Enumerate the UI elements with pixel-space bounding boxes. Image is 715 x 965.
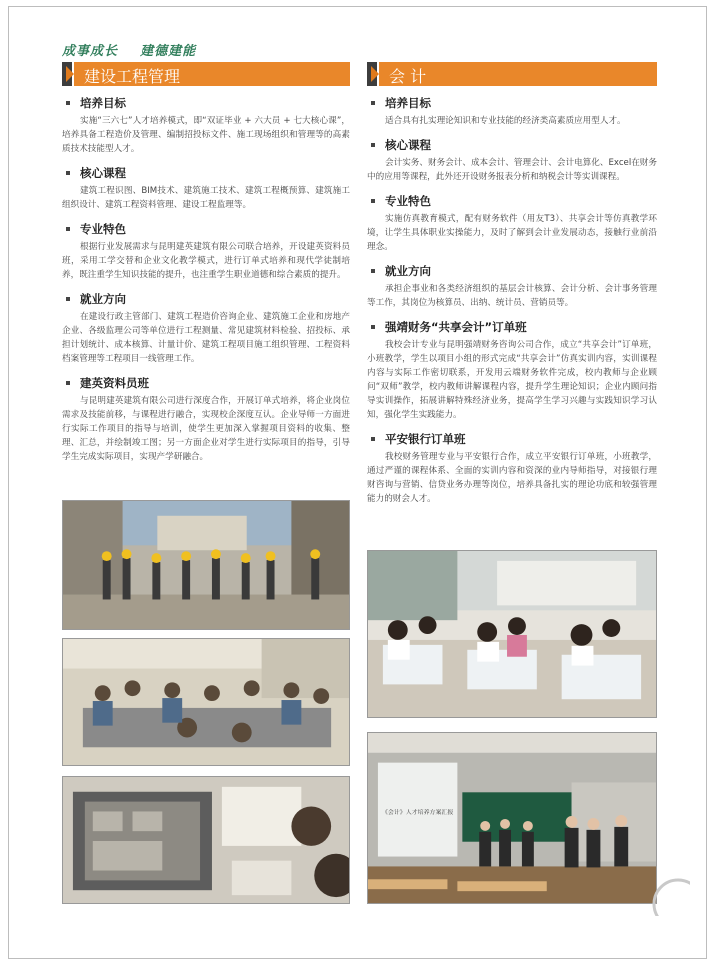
right-header-title: 会 计 [389,67,427,86]
section-title: 核心课程 [80,166,126,180]
projector-caption: 《会计》人才培养方案汇报 [381,809,454,817]
bullet-icon [371,437,375,441]
right-section-goal [367,94,657,128]
section-title: 核心课程 [385,138,431,152]
section-title: 培养目标 [385,96,431,110]
corner-seal-icon [650,876,690,916]
section-title: 就业方向 [80,292,126,306]
photo-presentation [367,732,657,904]
left-section-goal [62,94,350,156]
left-section-class [62,374,350,464]
section-body: 我校财务管理专业与平安银行合作，成立平安银行订单班，小班教学，通过严谨的课程体系、全面的实训内容和资深的业内导师指导，对接银行理财咨询与营销、信贷业务办理等岗位，培养具备扎实的理论功底和较强管理能力的财会人才。 [367,452,657,504]
bullet-icon [371,199,375,203]
bullet-icon [66,381,70,385]
section-title: 平安银行订单班 [385,432,466,446]
left-section-courses [62,164,350,212]
section-body: 承担企事业和各类经济组织的基层会计核算、会计分析、会计事务管理等工作，其岗位为核算员、出纳、统计员、营销员等。 [367,284,657,308]
section-body: 我校会计专业与昆明强靖财务咨询公司合作，成立“共享会计”订单班，小班教学，学生以项目小组的形式完成“共享会计”仿真实训内容，实训课程内容与实际工作密切联系，开发用云端财务软件完成，校内教师与企业顾问“双师”教学，校内教师讲解课程内容，提升学生理论知识；企业内顾问指导实训操作，拓展讲解特殊经济业务，提高学生学习兴趣与实践知识学习认知，强化学生实践能力。 [367,340,657,420]
section-body: 根据行业发展需求与昆明建英建筑有限公司联合培养，开设建英资料员班，采用工学交替和企业文化教学模式，进行订单式培养和现代学徒制培养，既注重学生知识技能的提升，也注重学生职业道德和综合素质的提升。 [62,242,350,280]
section-title: 建英资料员班 [80,376,149,390]
photo-construction-site [62,500,350,630]
left-header-title: 建设工程管理 [84,67,181,86]
right-header-bar [367,62,657,86]
bullet-icon [66,171,70,175]
bullet-icon [371,269,375,273]
photo-workshop-class [62,638,350,766]
bullet-icon [66,101,70,105]
section-body: 与昆明建英建筑有限公司进行深度合作，开展订单式培养，将企业岗位需求及技能前移，与课程进行融合，实现校企深度互认。企业导师一方面进行实际工作项目的指导与培训，使学生更加深入掌握项目资料的收集、整理、汇总，并绘制竣工图；另一方面企业对学生进行实际项目的指导，引导学生完成实际项目，实现产学研融合。 [62,396,350,462]
slogan: 成事成长 建德建能 [62,44,197,59]
bullet-icon [371,143,375,147]
section-title: 就业方向 [385,264,431,278]
section-body: 建筑工程识图、BIM技术、建筑施工技术、建筑工程概预算、建筑施工组织设计、建筑工程资料管理、建设工程监理等。 [62,186,350,210]
section-title: 专业特色 [385,194,431,208]
right-section-courses [367,136,657,184]
bullet-icon [371,325,375,329]
photo-computer-lab [367,550,657,718]
section-body: 实施仿真教育模式，配有财务软件（用友T3）、共享会计等仿真教学环境，让学生具体职业实操能力，及时了解到会计业发展动态，接触行业前沿理念。 [367,214,657,252]
section-title: 培养目标 [80,96,126,110]
header-arrow-icon [371,66,379,82]
bullet-icon [371,101,375,105]
section-body: 会计实务、财务会计、成本会计、管理会计、会计电算化、Excel在财务中的应用等课程，此外还开设财务报表分析和纳税会计等实训课程。 [367,158,657,182]
bullet-icon [66,297,70,301]
right-section-features [367,192,657,254]
left-column [62,62,350,464]
section-body: 实施“三六七”人才培养模式，即“双证毕业 + 六大员 + 七大核心课”，培养具备工程造价及管理、编制招投标文件、施工现场组织和管理等的高素质技术技能型人才。 [62,116,350,154]
section-body: 在建设行政主管部门、建筑工程造价咨询企业、建筑施工企业和房地产企业、各级监理公司等单位进行工程测量、常见建筑材料检验、招投标、承担计划统计、成本核算、计量计价、建筑工程项目施工组织管理、工程资料档案管理等工程项目一线管理工作。 [62,312,350,364]
right-section-pingan [367,430,657,506]
left-section-features [62,220,350,282]
bullet-icon [66,227,70,231]
section-title: 专业特色 [80,222,126,236]
left-header-bar [62,62,350,86]
photo-model-study [62,776,350,904]
right-column [367,62,657,506]
header-arrow-icon [66,66,74,82]
left-section-career [62,290,350,366]
section-title: 强靖财务“共享会计”订单班 [385,320,527,334]
right-section-shared-accounting [367,318,657,422]
section-body: 适合具有扎实理论知识和专业技能的经济类高素质应用型人才。 [385,116,626,126]
right-section-career [367,262,657,310]
